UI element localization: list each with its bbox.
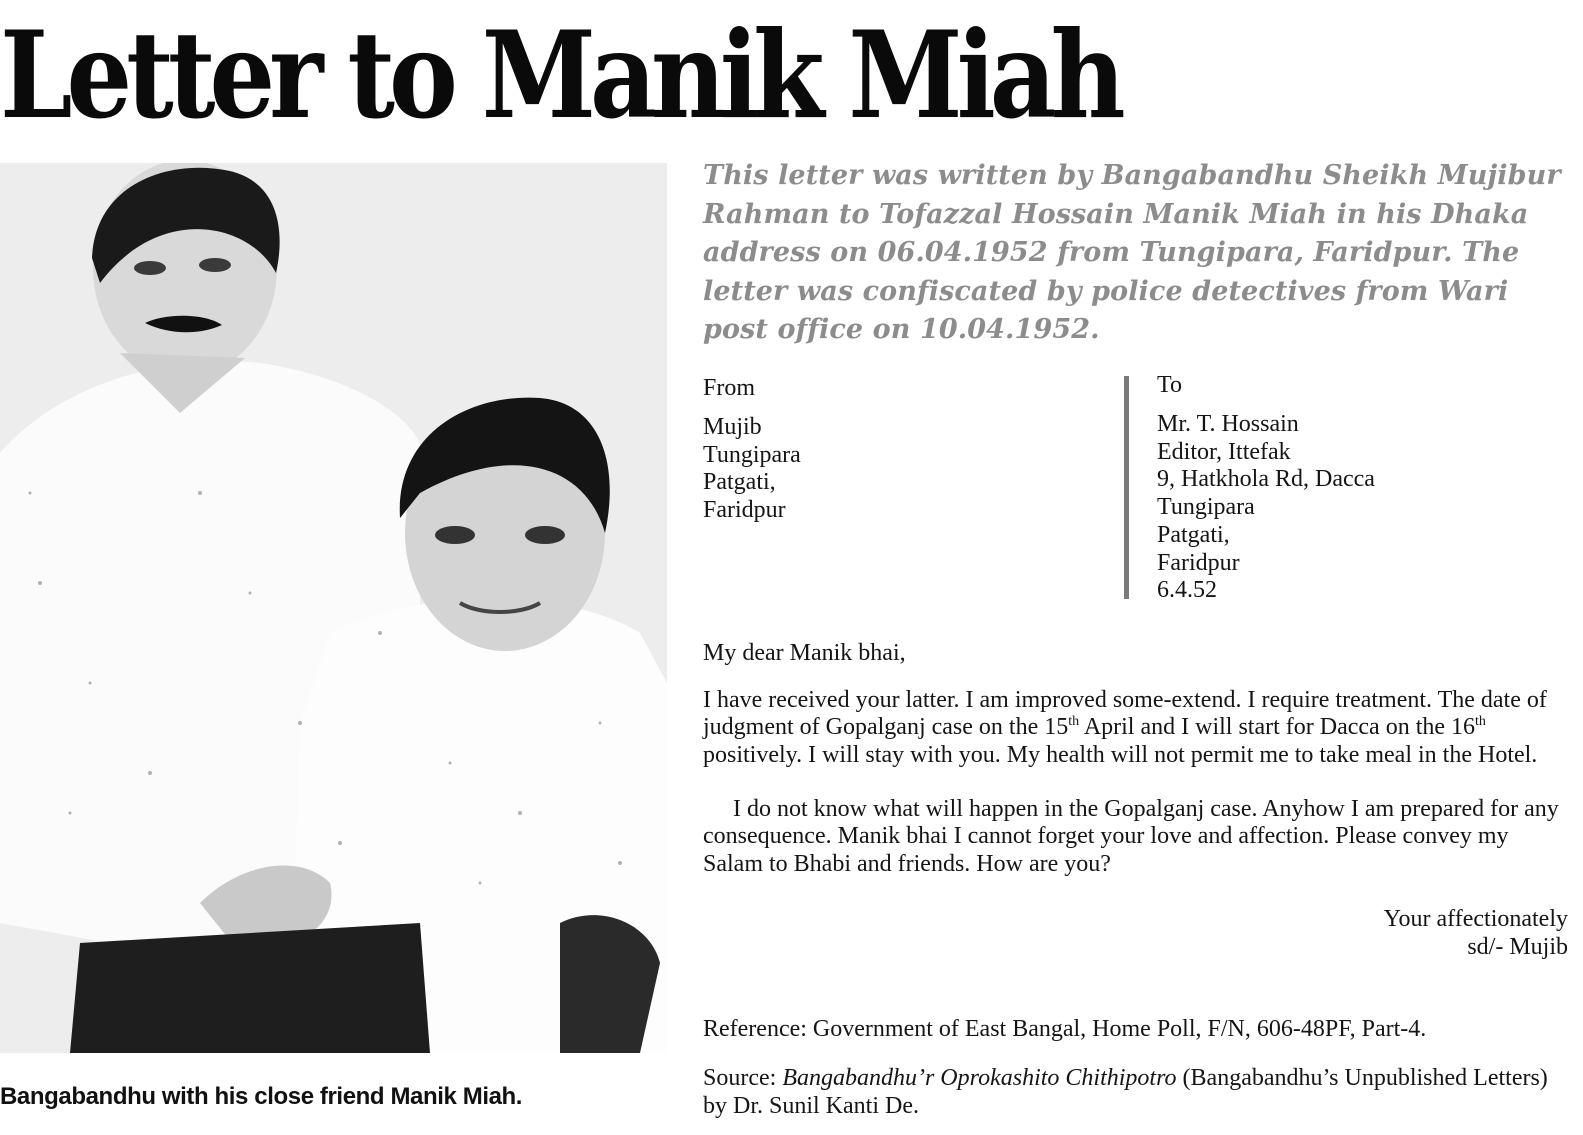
ordinal-suffix: th xyxy=(1068,714,1080,730)
from-line: Patgati, xyxy=(703,469,776,496)
sender-address xyxy=(703,374,1103,525)
source-book-title: Bangabandhu’r Oprokashito Chithipotro xyxy=(782,1065,1177,1091)
photo-caption: Bangabandhu with his close friend Manik Miah. xyxy=(0,1083,523,1110)
intro-paragraph: This letter was written by Bangabandhu Sheikh Mujibur Rahman to Tofazzal Hossain Manik Miah in his Dhaka address on 06.04.1952 from Tungipara, Faridpur. The letter was confiscated by police detectives from Wari post office on 10.04.1952. xyxy=(703,160,1561,346)
letter-date: 6.4.52 xyxy=(1157,577,1217,604)
to-line: Mr. T. Hossain xyxy=(1157,411,1299,437)
photo-bangabandhu-manik-miah xyxy=(0,163,667,1053)
to-line: Editor, Ittefak xyxy=(1157,438,1291,465)
to-label: To xyxy=(1157,372,1182,398)
signature: sd/- Mujib xyxy=(1467,934,1568,960)
address-divider xyxy=(1124,376,1129,599)
from-line: Mujib xyxy=(703,414,762,440)
source-suffix: (Bangabandhu’s Unpublished Letters) by Dr. Sunil Kanti De. xyxy=(703,1065,1548,1119)
from-line: Tungipara xyxy=(703,441,801,468)
reference-note: Reference: Government of East Bangal, Home Poll, F/N, 606-48PF, Part-4. xyxy=(703,1016,1427,1042)
letter-signoff xyxy=(1384,905,1568,961)
source-prefix: Source: xyxy=(703,1065,783,1091)
page-title: Letter to Manik Miah xyxy=(0,5,1120,146)
letter-paragraph-1 xyxy=(703,687,1573,769)
letter-paragraph-2: I do not know what will happen in the Gopalganj case. Anyhow I am prepared for any consequence. Manik bhai I cannot forget your love and affection. Please convey my Salam to Bhabi and friends. How are you? xyxy=(703,796,1559,877)
to-line: Faridpur xyxy=(1157,549,1240,576)
closing: Your affectionately xyxy=(1383,906,1568,932)
source-note xyxy=(703,1065,1553,1120)
para1-text: I have received your latter. I am improved some-extend. I require treatment. The date of judgment of Gopalganj case on the 15 xyxy=(703,687,1547,741)
to-line: Tungipara xyxy=(1157,494,1255,521)
from-label: From xyxy=(703,375,756,401)
salutation: My dear Manik bhai, xyxy=(703,640,906,666)
para1-text: April and I will start for Dacca on the 16 xyxy=(1079,714,1476,741)
from-line: Faridpur xyxy=(703,497,786,524)
ordinal-suffix: th xyxy=(1475,714,1486,730)
to-line: Patgati, xyxy=(1157,521,1230,548)
para1-text: positively. I will stay with you. My health will not permit me to take meal in the Hotel. xyxy=(703,741,1538,768)
to-line: 9, Hatkhola Rd, Dacca xyxy=(1157,466,1375,493)
recipient-address xyxy=(1157,371,1577,605)
